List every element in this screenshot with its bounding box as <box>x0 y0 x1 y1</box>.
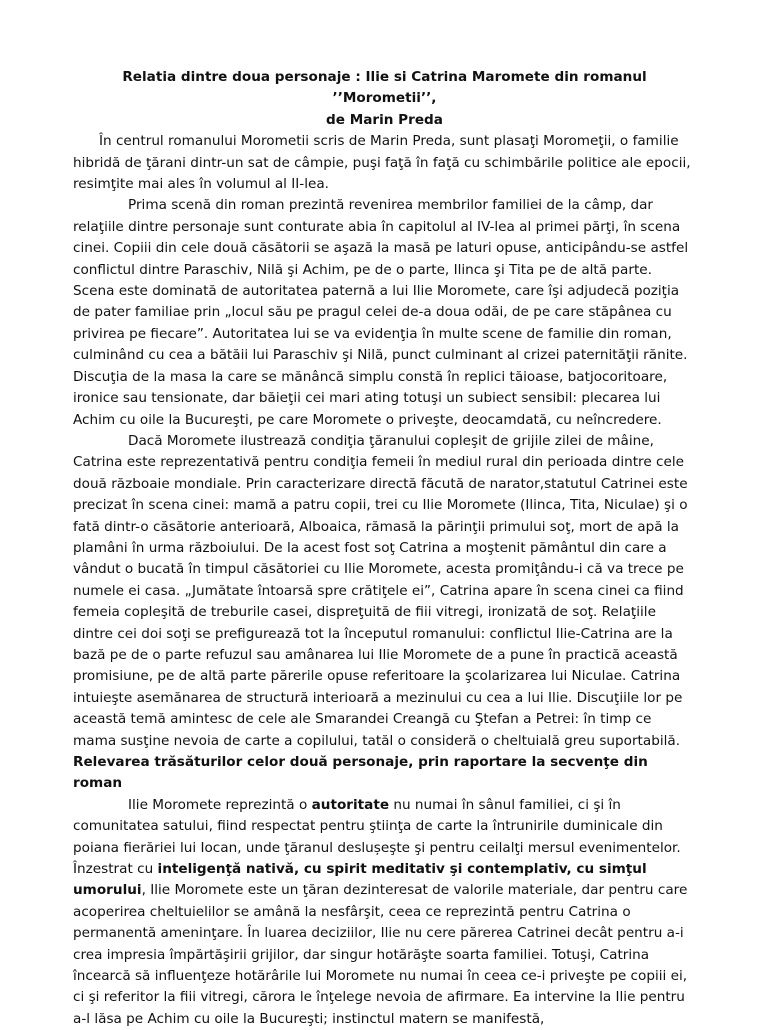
p4-bold-traits: inteligenţă nativă, cu spirit meditativ şi contemplativ, cu simţul umorului <box>73 861 647 899</box>
p4-text-a: Ilie Moromete reprezintă o <box>128 796 312 813</box>
p4-text-d: , Ilie Moromete este un ţăran dezinteresat de valorile materiale, dar pentru care acoperirea cheltuielilor se amână la nesfârşit, ceea ce reprezintă pentru Catrina o permanentă ameninţare. În luarea deciziilor, Ilie nu cere părerea Catrinei decât pentru a-i crea impresia împărtăşirii grijilor, dar singur hotărăşte soarta familiei. Totuşi, Catrina încearcă să influenţeze hotărârile lui Moromete nu numai în ceea ce-i priveşte pe copiii ei, ci şi referitor la fiii vitregi, cărora le înţelege nevoia de afirmare. Ea intervine la Ilie pentru a-l lăsa pe Achim cu oile la Bucureşti; instinctul matern se manifestă, <box>73 882 688 1027</box>
paragraph-2: Prima scenă din roman prezintă revenirea membrilor familiei de la câmp, dar relaţiile dintre personaje sunt conturate abia în capitolul al IV-lea al primei părţi, în scena cinei. Copiii din cele două căsătorii se aşază la masă pe laturi opuse, anticipându-se astfel conflictul dintre Paraschiv, Nilă şi Achim, pe de o parte, Ilinca şi Tita pe de altă parte. Scena este dominată de autoritatea paternă a lui Ilie Moromete, care îşi adjudecă poziţia de pater familiae prin „locul său pe pragul celei de-a doua odăi, de pe care stăpânea cu privirea pe fiecare”. Autoritatea lui se va evidenţia în multe scene de familie din roman, culminând cu cea a bătăii lui Paraschiv şi Nilă, punct culminant al crizei paternităţii rănite. Discuţia de la masa la care se mănâncă simplu constă în replici tăioase, batjocoritoare, ironice sau tensionate, dar băieţii cei mari ating totuşi un subiect sensibil: plecarea lui Achim cu oile la Bucureşti, pe care Moromete o priveşte, deocamdată, cu neîncredere. <box>73 197 689 428</box>
document-title-line1: Relatia dintre doua personaje : Ilie si Catrina Maromete din romanul ’’Morometii’’, <box>122 69 647 107</box>
section-heading: Relevarea trăsăturilor celor două personaje, prin raportare la secvenţe din roman <box>73 754 648 792</box>
paragraph-1: În centrul romanului Morometii scris de Marin Preda, sunt plasaţi Moromeţii, o familie hibridă de ţărani dintr-un sat de câmpie, puşi faţă în faţă cu schimbările politice ale epocii, resimţite mai ales în volumul al II-lea. <box>73 133 691 193</box>
document-title-line2: de Marin Preda <box>326 111 443 128</box>
p4-text-c: nu numai în sânul familiei, ci şi în comunitatea satului, fiind respectat pentru ştiinţa de carte la întrunirile duminicale din poiana fierăriei lui Iocan, unde ţăranul deslușeşte şi pentru ceilalţi mersul evenimentelor. Înzestrat cu <box>73 796 681 878</box>
paragraph-3: Dacă Moromete ilustrează condiţia ţăranului copleşit de grijile zilei de mâine, Catrina este reprezentativă pentru condiţia femeii în mediul rural din perioada dintre cele două războaie mondiale. Prin caracterizare directă făcută de narator,statutul Catrinei este precizat în scena cinei: mamă a patru copii, trei cu Ilie Moromete (Ilinca, Tita, Niculae) şi o fată dintr-o căsătorie anterioară, Alboaica, rămasă la părinţii primului soţ, mort de apă la plamâni în urma războiului. De la acest fost soţ Catrina a moştenit pământul din care a vândut o bucată în timpul căsătoriei cu Ilie Moromete, acesta promiţându-i că va trece pe numele ei casa. „Jumătate întoarsă spre crătiţele ei”, Catrina apare în scena cinei ca fiind femeia copleşită de treburile casei, dispreţuită de fiii vitregi, ironizată de soţ. Relaţiile dintre cei doi soţi se prefigurează tot la începutul romanului: conflictul Ilie-Catrina are la bază pe de o parte refuzul sau amânarea lui Ilie Moromete de a pune în practică această promisiune, pe de altă parte părerile opuse referitoare la şcolarizarea lui Niculae. Catrina intuieşte asemănarea de structură interioară a mezinului cu cea a lui Ilie. Discuţiile lor pe această temă amintesc de cele ale Smarandei Creangă cu Ştefan a Petrei: în timp ce mama susţine nevoia de carte a copilului, tatăl o consideră o cheltuială greu suportabilă. <box>73 432 688 749</box>
p4-bold-authority: autoritate <box>311 796 390 813</box>
paragraph-4 <box>73 795 696 1030</box>
